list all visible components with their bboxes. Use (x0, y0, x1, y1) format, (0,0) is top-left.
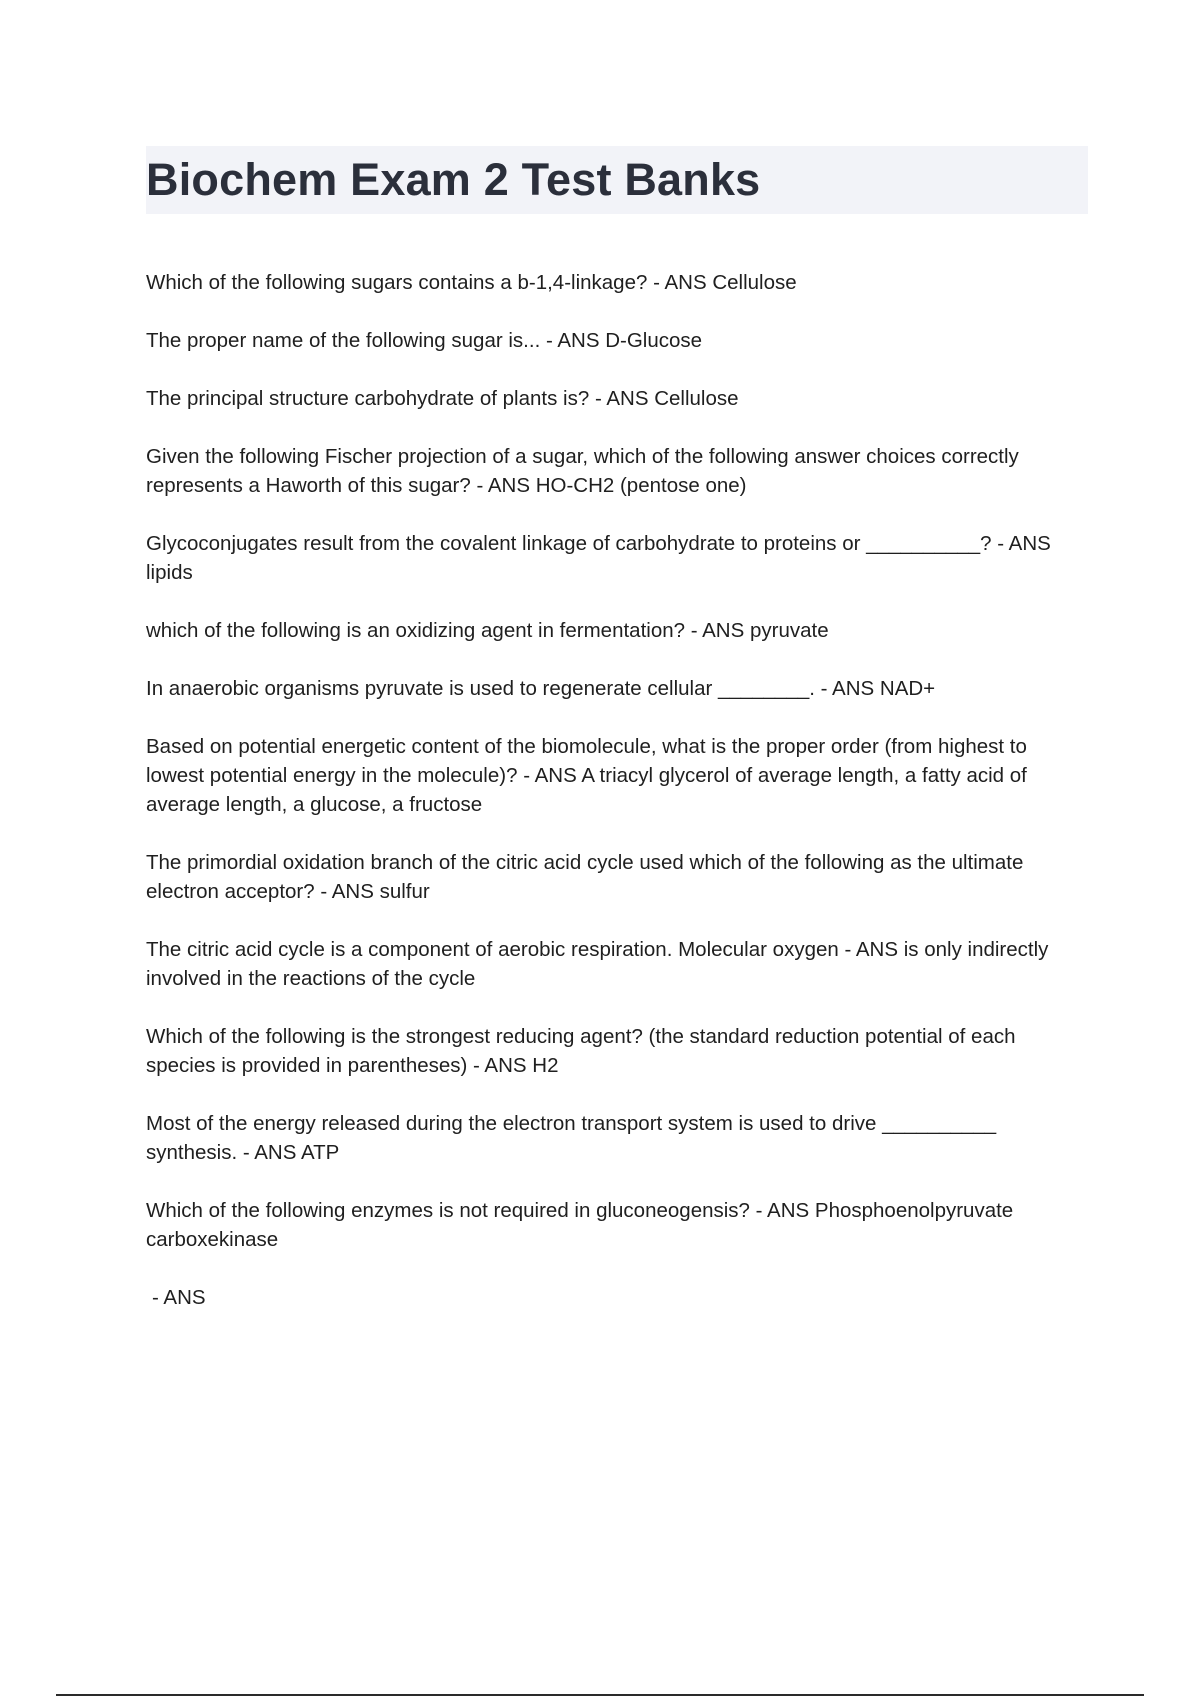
answer-text: NAD+ (879, 677, 936, 700)
answer-text: Cellulose (712, 271, 797, 294)
qa-list (146, 268, 1088, 1341)
answer-text: is only indirectly involved in the reactions of the cycle (146, 938, 1049, 990)
answer-text: sulfur (379, 880, 430, 903)
qa-item (146, 1022, 1088, 1080)
answer-separator: - ANS (517, 764, 582, 787)
question-text: Glycoconjugates result from the covalent linkage of carbohydrate to proteins or __________? (146, 532, 992, 555)
qa-item (146, 1109, 1088, 1167)
answer-text: lipids (146, 561, 193, 584)
qa-item (146, 848, 1088, 906)
answer-separator: - ANS (467, 1054, 533, 1077)
question-text: In anaerobic organisms pyruvate is used to regenerate cellular ________. (146, 677, 815, 700)
answer-text: Phosphoenolpyruvate carboxekinase (146, 1199, 1014, 1251)
qa-item (146, 935, 1088, 993)
qa-item (146, 732, 1088, 819)
question-text: Based on potential energetic content of the biomolecule, what is the proper order (from highest to lowest potential energy in the molecule)? (146, 735, 1027, 787)
qa-item (146, 529, 1088, 587)
answer-separator: - ANS (237, 1141, 301, 1164)
answer-separator: - ANS (991, 532, 1051, 555)
question-text: The primordial oxidation branch of the citric acid cycle used which of the following as the ultimate electron acceptor? (146, 851, 1024, 903)
answer-separator: - ANS (589, 387, 655, 410)
qa-item (146, 384, 1088, 413)
question-text: The citric acid cycle is a component of aerobic respiration. Molecular oxygen (146, 938, 839, 961)
answer-text: pyruvate (749, 619, 829, 642)
question-text: Which of the following sugars contains a b-1,4-linkage? (146, 271, 648, 294)
question-text: The principal structure carbohydrate of plants is? (146, 387, 590, 410)
qa-item (146, 674, 1088, 703)
trailing-answer-label: - ANS (152, 1286, 206, 1309)
answer-text: HO-CH2 (pentose one) (535, 474, 747, 497)
qa-item (146, 1196, 1088, 1254)
title-banner (146, 146, 1088, 214)
answer-separator: - ANS (314, 880, 380, 903)
answer-separator: - ANS (470, 474, 536, 497)
qa-item (146, 268, 1088, 297)
qa-item (146, 616, 1088, 645)
answer-separator: - ANS (685, 619, 750, 642)
question-text: Given the following Fischer projection of a sugar, which of the following answer choices correctly represents a Haworth of this sugar? (146, 445, 1019, 497)
question-text: which of the following is an oxidizing agent in fermentation? (146, 619, 686, 642)
question-text: Most of the energy released during the electron transport system is used to drive __________ synthesis. (146, 1112, 997, 1164)
answer-text: ATP (300, 1141, 340, 1164)
answer-separator: - ANS (814, 677, 880, 700)
answer-separator: - ANS (749, 1199, 815, 1222)
answer-text: Cellulose (654, 387, 739, 410)
question-text: The proper name of the following sugar is... (146, 329, 541, 352)
answer-separator: - ANS (540, 329, 606, 352)
qa-item-empty (146, 1283, 1088, 1312)
answer-text: A triacyl glycerol of average length, a fatty acid of average length, a glucose, a fructose (146, 764, 1027, 816)
answer-separator: - ANS (647, 271, 713, 294)
qa-item (146, 442, 1088, 500)
question-text: Which of the following is the strongest reducing agent? (the standard reduction potential of each species is provided in parentheses) (146, 1025, 1016, 1077)
footer-divider (56, 1694, 1144, 1696)
question-text: Which of the following enzymes is not required in gluconeogensis? (146, 1199, 750, 1222)
answer-text: H2 (532, 1054, 559, 1077)
qa-item (146, 326, 1088, 355)
answer-text: D-Glucose (605, 329, 703, 352)
page-title: Biochem Exam 2 Test Banks (146, 154, 761, 205)
answer-separator: - ANS (838, 938, 904, 961)
